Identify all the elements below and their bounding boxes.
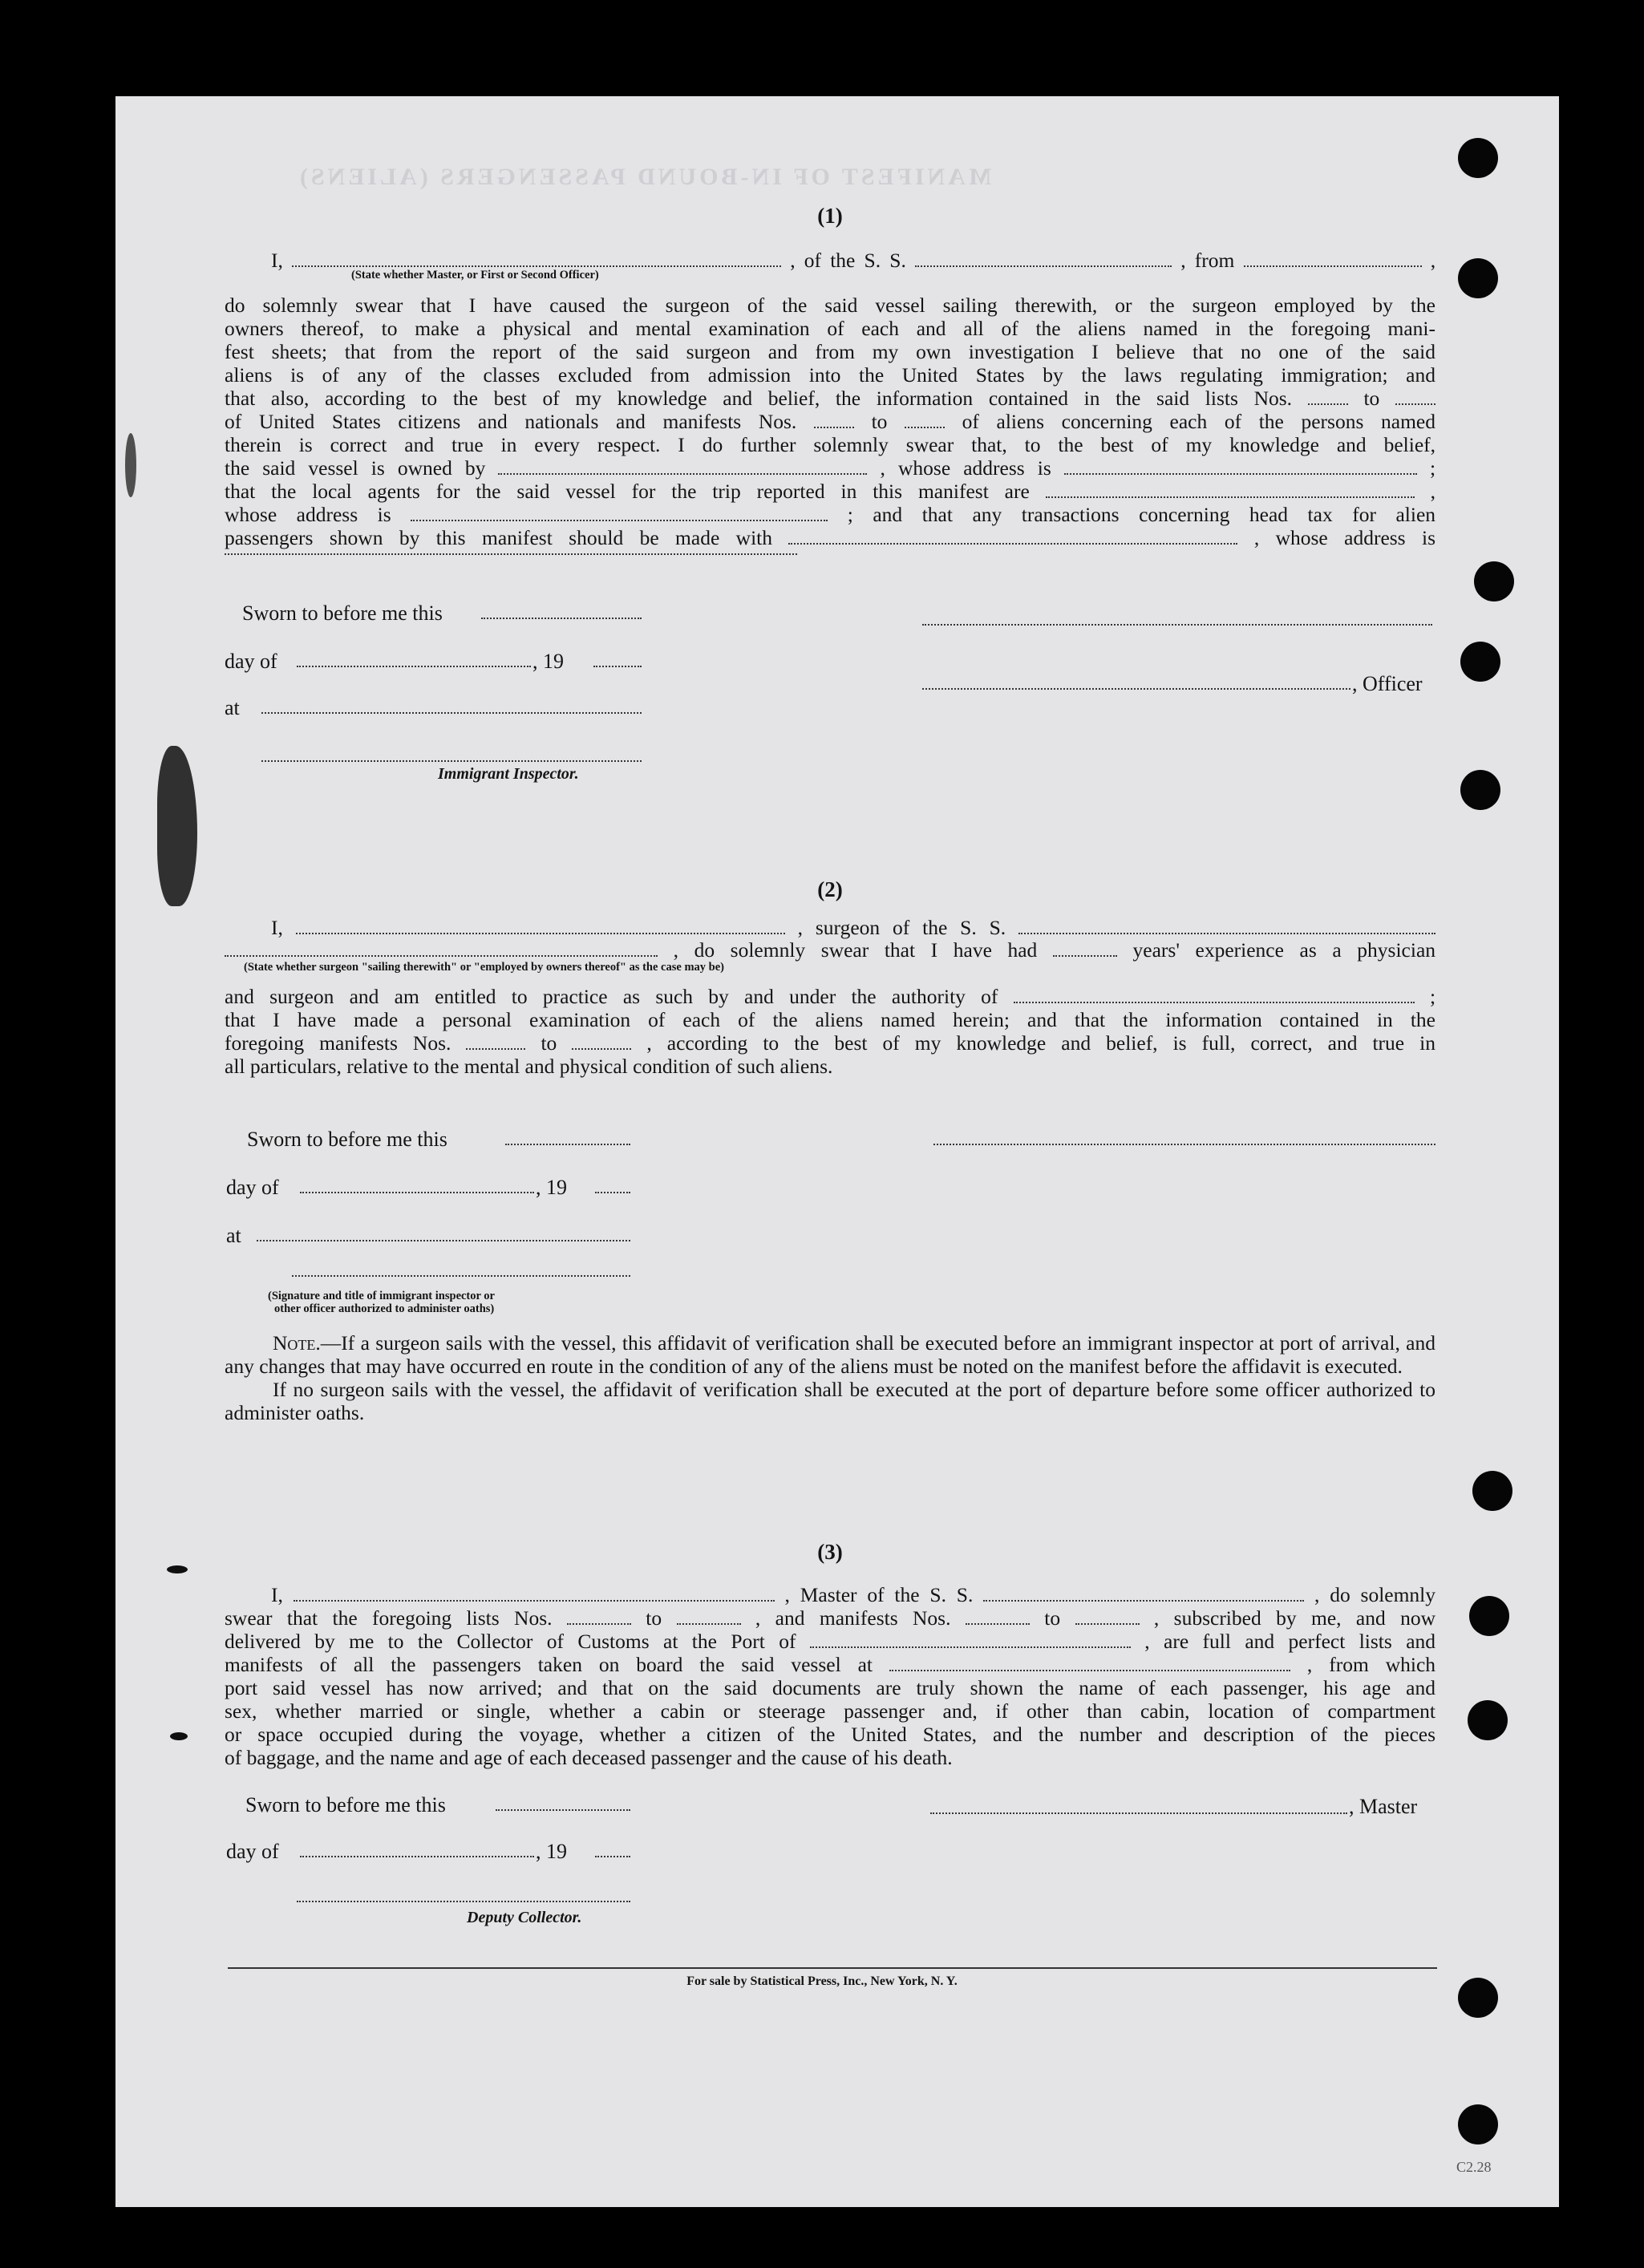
ink-smudge	[167, 1565, 188, 1573]
agents-address-field[interactable]	[411, 505, 828, 521]
text: , subscribed by me, and now	[1153, 1606, 1436, 1630]
manifests-from-field[interactable]	[966, 1609, 1030, 1625]
text: ;	[1429, 456, 1436, 480]
owner-field[interactable]	[498, 459, 867, 475]
text: ; and that any transactions concerning head tax for alien	[847, 503, 1436, 526]
year-label: , 19	[536, 1840, 567, 1863]
text: to	[1044, 1606, 1061, 1630]
sworn-label: Sworn to before me this	[242, 601, 443, 625]
sworn-date-field[interactable]	[505, 1144, 630, 1145]
text: manifests of all the passengers taken on board the said vessel at	[225, 1653, 873, 1676]
text-line: therein is correct and true in every respect. I do further solemnly swear that, to the best of my knowledge and belief,	[225, 433, 1435, 456]
text: , do solemnly swear that I have had	[673, 938, 1038, 962]
collector-caption: Deputy Collector.	[467, 1909, 582, 1926]
surgeon-signature-line[interactable]	[933, 1144, 1435, 1145]
field-instruction: (State whether Master, or First or Second Officer)	[351, 269, 599, 281]
local-agents-field[interactable]	[1046, 482, 1415, 498]
form-line	[271, 916, 1435, 940]
inspector-signature-line[interactable]	[292, 1275, 630, 1277]
text: passengers shown by this manifest should be made with	[225, 526, 772, 549]
port-field[interactable]	[810, 1632, 1131, 1648]
text: , are full and perfect lists and	[1144, 1630, 1436, 1653]
day-of-label: day of	[225, 650, 277, 673]
text: to	[541, 1031, 557, 1055]
text-line: all particulars, relative to the mental and physical condition of such aliens.	[225, 1055, 833, 1078]
text: the said vessel is owned by	[225, 456, 486, 480]
form-line	[225, 526, 1435, 550]
text: ;	[1429, 985, 1436, 1008]
authority-field[interactable]	[1014, 987, 1415, 1003]
text: years' experience as a physician	[1132, 938, 1436, 962]
manifests-to-field[interactable]	[572, 1034, 631, 1050]
form-line	[225, 1630, 1435, 1654]
at-label: at	[225, 696, 240, 719]
field-instruction: (State whether surgeon "sailing therewith" or "employed by owners thereof" as the case may be)	[244, 961, 724, 974]
day-of-field[interactable]	[297, 666, 531, 667]
text-line: or space occupied during the voyage, whether a citizen of the United States, and the number and description of the pieces	[225, 1723, 1435, 1746]
text: , of the S. S.	[790, 249, 906, 272]
punch-hole	[1458, 258, 1498, 298]
punch-hole	[1469, 1596, 1509, 1636]
form-line	[225, 480, 1435, 504]
day-of-label: day of	[226, 1840, 279, 1863]
text: ,	[1430, 249, 1436, 272]
footer-rule	[228, 1967, 1437, 1969]
punch-hole	[1474, 561, 1514, 601]
sworn-date-field[interactable]	[481, 618, 642, 619]
printer-footer: For sale by Statistical Press, Inc., New York, N. Y.	[686, 1974, 958, 1988]
master-label: , Master	[1349, 1795, 1418, 1818]
punch-hole	[1458, 138, 1498, 178]
form-line	[225, 985, 1435, 1009]
form-line	[225, 1031, 1435, 1055]
officer-label: , Officer	[1352, 672, 1423, 695]
form-line	[225, 938, 1435, 962]
margin-mark: C2.28	[1456, 2159, 1492, 2175]
text: to	[871, 410, 888, 433]
note-text: If no surgeon sails with the vessel, the affidavit of verification shall be executed at the port of departure before some officer authorized to administer oaths.	[225, 1378, 1435, 1424]
text: delivered by me to the Collector of Customs at the Port of	[225, 1630, 796, 1653]
text: foregoing manifests Nos.	[225, 1031, 451, 1055]
years-field[interactable]	[1053, 941, 1117, 957]
text: I,	[271, 1583, 283, 1606]
surgeon-name-field[interactable]	[296, 918, 785, 934]
text: , and manifests Nos.	[755, 1606, 951, 1630]
note-label: Note.	[273, 1331, 321, 1355]
text: ,	[1430, 480, 1436, 503]
note-text: —If a surgeon sails with the vessel, this affidavit of verification shall be executed before an immigrant inspector at port of arrival, and any changes that may have occurred en route in the condition of any of the aliens must be noted on the manifest before the affidavit is executed.	[225, 1331, 1435, 1378]
sworn-label: Sworn to before me this	[245, 1793, 446, 1816]
master-name-field[interactable]	[294, 1586, 775, 1602]
lists-from-field[interactable]	[567, 1609, 631, 1625]
from-port-field[interactable]	[1244, 251, 1422, 267]
text: , Master of the S. S.	[784, 1583, 974, 1606]
text: , from	[1180, 249, 1235, 272]
text-line: that I have made a personal examination of each of the aliens named herein; and that the information contained in the	[225, 1008, 1435, 1031]
form-line	[225, 456, 1435, 480]
punch-hole	[1458, 2104, 1498, 2144]
text: , from which	[1306, 1653, 1436, 1676]
head-tax-address-field[interactable]	[225, 553, 797, 555]
text: and surgeon and am entitled to practice as such by and under the authority of	[225, 985, 998, 1008]
officer-rank-field[interactable]	[292, 251, 781, 267]
text: , whose address is	[880, 456, 1051, 480]
sworn-date-field[interactable]	[496, 1809, 630, 1811]
text: that the local agents for the said vessel for the trip reported in this manifest are	[225, 480, 1030, 503]
text: of United States citizens and nationals and manifests Nos.	[225, 410, 797, 433]
ink-smudge	[170, 1732, 188, 1740]
text-line: sex, whether married or single, whether a cabin or steerage passenger and, if other than cabin, location of compartment	[225, 1699, 1435, 1723]
text-line: of baggage, and the name and age of each deceased passenger and the cause of his death.	[225, 1746, 953, 1769]
bleed-through-heading: MANIFEST OF IN-BOUND PASSENGERS (ALIENS)	[297, 164, 992, 190]
sworn-label: Sworn to before me this	[247, 1128, 447, 1151]
text: I,	[271, 916, 283, 939]
master-signature-line[interactable]	[930, 1812, 1347, 1814]
boarding-port-field[interactable]	[889, 1655, 1290, 1671]
note-block	[225, 1331, 1435, 1424]
manifests-from-field[interactable]	[814, 412, 854, 428]
form-line	[225, 410, 1435, 434]
text: of aliens concerning each of the persons named	[962, 410, 1435, 433]
text: to	[646, 1606, 662, 1630]
text: that also, according to the best of my knowledge and belief, the information contained in the said lists Nos.	[225, 387, 1293, 410]
punch-hole	[1468, 1700, 1508, 1740]
at-field[interactable]	[257, 1240, 630, 1241]
inspector-caption: Immigrant Inspector.	[438, 765, 579, 783]
form-line	[225, 1606, 1435, 1630]
text: , according to the best of my knowledge and belief, is full, correct, and true in	[646, 1031, 1435, 1055]
form-line	[225, 1653, 1435, 1677]
at-label: at	[226, 1224, 241, 1247]
text: swear that the foregoing lists Nos.	[225, 1606, 553, 1630]
text-line: do solemnly swear that I have caused the surgeon of the said vessel sailing therewith, or the surgeon employed by the	[225, 294, 1435, 317]
at-field[interactable]	[261, 712, 642, 714]
collector-signature-line[interactable]	[297, 1901, 630, 1902]
form-line	[225, 503, 1435, 527]
signature-caption: other officer authorized to administer oaths)	[274, 1302, 495, 1315]
year-field[interactable]	[595, 1856, 630, 1857]
punch-hole	[1460, 770, 1500, 810]
section-number: (3)	[817, 1540, 843, 1564]
ink-smudge	[125, 433, 136, 497]
text: , surgeon of the S. S.	[797, 916, 1006, 939]
ship-name-field[interactable]	[1018, 918, 1435, 934]
surgeon-status-field[interactable]	[225, 941, 658, 957]
year-label: , 19	[532, 650, 564, 673]
signature-caption: (Signature and title of immigrant inspector or	[268, 1290, 495, 1302]
section-number: (2)	[817, 877, 843, 901]
year-label: , 19	[536, 1176, 567, 1199]
text: to	[1363, 387, 1380, 410]
section-number: (1)	[817, 204, 843, 228]
day-of-field[interactable]	[300, 1856, 534, 1857]
punch-hole	[1460, 642, 1500, 682]
ship-name-field[interactable]	[983, 1586, 1304, 1602]
day-of-label: day of	[226, 1176, 279, 1199]
form-line	[225, 387, 1435, 411]
punch-hole	[1472, 1471, 1512, 1511]
officer-title-line[interactable]	[922, 688, 1350, 690]
text: , whose address is	[1253, 526, 1436, 549]
manifests-to-field[interactable]	[905, 412, 945, 428]
inspector-signature-line[interactable]	[261, 760, 642, 762]
year-field[interactable]	[593, 666, 642, 667]
manifests-to-field[interactable]	[1075, 1609, 1140, 1625]
text-line: port said vessel has now arrived; and that on the said documents are truly shown the name of each passenger, his age and	[225, 1676, 1435, 1699]
year-field[interactable]	[595, 1192, 630, 1193]
text: whose address is	[225, 503, 391, 526]
lists-to-field[interactable]	[677, 1609, 741, 1625]
owner-address-field[interactable]	[1064, 459, 1417, 475]
officer-signature-line[interactable]	[922, 624, 1432, 626]
text: I,	[271, 249, 283, 272]
manifests-from-field[interactable]	[466, 1034, 525, 1050]
head-tax-party-field[interactable]	[788, 529, 1237, 545]
text-line: aliens is of any of the classes excluded from admission into the United States by the laws regulating immigration; and	[225, 363, 1435, 387]
text-line: fest sheets; that from the report of the said surgeon and from my own investigation I believe that no one of the said	[225, 340, 1435, 363]
text: , do solemnly	[1314, 1583, 1436, 1606]
lists-to-field[interactable]	[1395, 389, 1435, 405]
day-of-field[interactable]	[300, 1192, 534, 1193]
lists-from-field[interactable]	[1308, 389, 1348, 405]
text-line: owners thereof, to make a physical and mental examination of each and all of the aliens named in the foregoing mani-	[225, 317, 1435, 340]
form-line	[271, 1583, 1435, 1607]
ship-name-field[interactable]	[915, 251, 1172, 267]
